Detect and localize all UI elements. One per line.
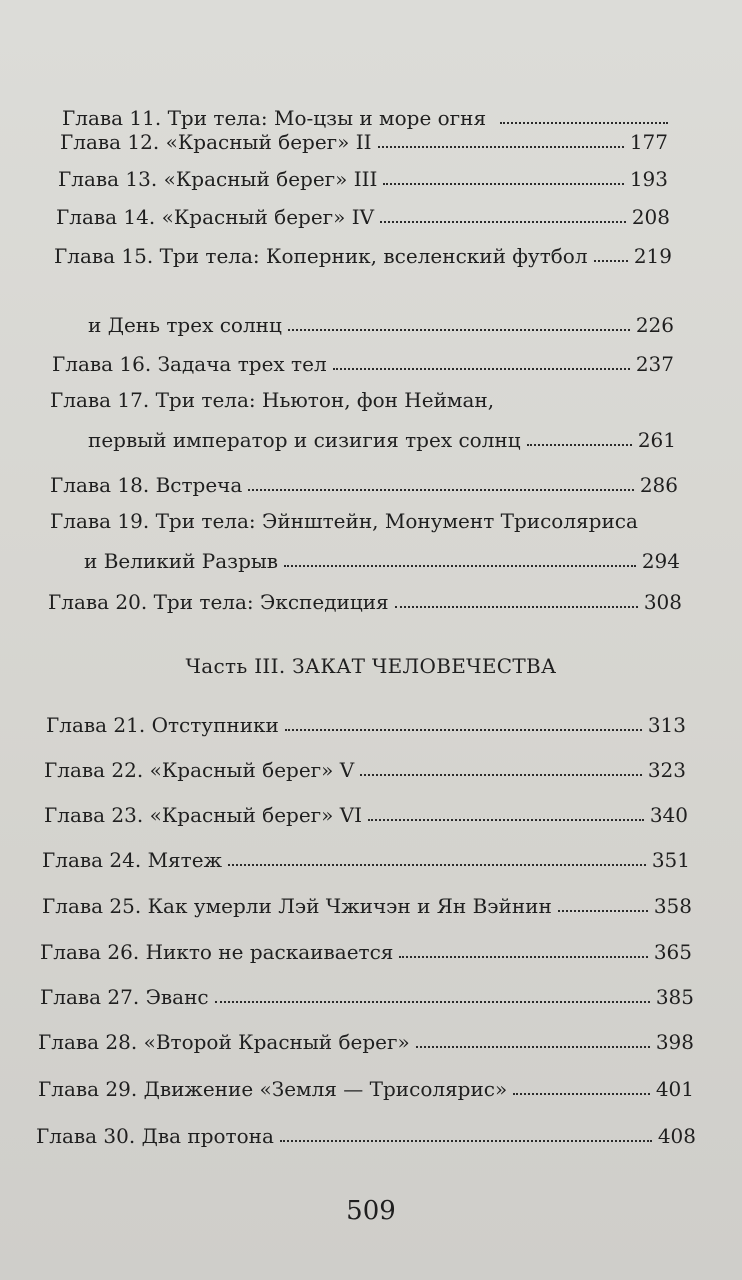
- toc-entry-title: Глава 28. «Второй Красный берег»: [38, 1030, 410, 1054]
- toc-entry-ch17-cont: [88, 428, 676, 460]
- toc-entry-title: Глава 14. «Красный берег» IV: [56, 205, 375, 229]
- toc-entry-page: 308: [643, 590, 682, 614]
- toc-entry-ch28: [38, 1030, 694, 1062]
- leader-dots: [399, 956, 647, 958]
- toc-entry-title: Глава 23. «Красный берег» VI: [44, 803, 363, 827]
- toc-entry-ch22: [44, 758, 686, 790]
- toc-entry-ch21: [46, 713, 686, 745]
- toc-entry-title: Глава 20. Три тела: Экспедиция: [48, 590, 389, 614]
- toc-entry-ch18: [50, 473, 678, 505]
- toc-entry-title: Глава 30. Два протона: [36, 1124, 274, 1148]
- toc-entry-ch12: [60, 130, 668, 162]
- toc-entry-page: 358: [653, 894, 692, 918]
- toc-entry-ch20: [48, 590, 682, 622]
- toc-entry-page: 286: [639, 473, 678, 497]
- leader-dots: [285, 729, 642, 731]
- toc-entry-title: Глава 15. Три тела: Коперник, вселенский футбол: [54, 244, 588, 268]
- leader-dots: [280, 1140, 652, 1142]
- leader-dots: [228, 864, 646, 866]
- toc-entry-ch19: [50, 509, 670, 541]
- toc-entry-title: Глава 22. «Красный берег» V: [44, 758, 355, 782]
- leader-dots: [395, 606, 638, 608]
- toc-entry-ch24: [42, 848, 690, 880]
- leader-dots: [500, 122, 668, 124]
- leader-dots: [284, 565, 636, 567]
- toc-entry-title: Глава 19. Три тела: Эйнштейн, Монумент Трисоляриса: [50, 509, 638, 533]
- toc-entry-page: 219: [633, 244, 672, 268]
- toc-entry-ch17: [50, 388, 570, 420]
- leader-dots: [360, 774, 642, 776]
- toc-entry-ch29: [38, 1077, 694, 1109]
- toc-entry-title: Глава 12. «Красный берег» II: [60, 130, 372, 154]
- toc-entry-page: 261: [637, 428, 676, 452]
- toc-entry-title: и Великий Разрыв: [84, 549, 279, 573]
- toc-entry-ch14: [56, 205, 670, 237]
- leader-dots: [248, 489, 633, 491]
- toc-entry-title: Глава 16. Задача трех тел: [52, 352, 327, 376]
- leader-dots: [378, 146, 624, 148]
- toc-entry-title: первый император и сизигия трех солнц: [88, 428, 521, 452]
- toc-entry-page: 193: [629, 167, 668, 191]
- leader-dots: [333, 368, 630, 370]
- toc-entry-title: Глава 29. Движение «Земля — Трисолярис»: [38, 1077, 508, 1101]
- page-number: 509: [346, 1196, 396, 1226]
- toc-entry-title: Глава 25. Как умерли Лэй Чжичэн и Ян Вэйнин: [42, 894, 552, 918]
- leader-dots: [380, 221, 626, 223]
- leader-dots: [368, 819, 644, 821]
- toc-entry-ch13: [58, 167, 668, 199]
- toc-entry-page: 340: [649, 803, 688, 827]
- toc-entry-page: 208: [631, 205, 670, 229]
- toc-entry-page: 226: [635, 313, 674, 337]
- toc-entry-ch16: [52, 352, 674, 384]
- toc-entry-page: 294: [641, 549, 680, 573]
- toc-entry-title: Глава 13. «Красный берег» III: [58, 167, 378, 191]
- toc-entry-page: 313: [647, 713, 686, 737]
- leader-dots: [513, 1093, 650, 1095]
- leader-dots: [527, 444, 632, 446]
- toc-entry-ch15-cont: [88, 313, 674, 345]
- toc-entry-page: 365: [653, 940, 692, 964]
- part-title: Часть III. ЗАКАТ ЧЕЛОВЕЧЕСТВА: [185, 654, 557, 678]
- toc-entry-page: 177: [629, 130, 668, 154]
- leader-dots: [383, 183, 623, 185]
- toc-entry-title: и День трех солнц: [88, 313, 282, 337]
- toc-entry-ch30: [36, 1124, 696, 1156]
- toc-entry-page: 401: [655, 1077, 694, 1101]
- leader-dots: [594, 260, 628, 262]
- toc-entry-ch15: [54, 244, 672, 276]
- leader-dots: [288, 329, 630, 331]
- toc-entry-ch19-cont: [84, 549, 680, 581]
- toc-entry-title: Глава 27. Эванс: [40, 985, 209, 1009]
- toc-entry-page: 351: [651, 848, 690, 872]
- leader-dots: [558, 910, 648, 912]
- toc-entry-page: 408: [657, 1124, 696, 1148]
- toc-entry-page: 398: [655, 1030, 694, 1054]
- toc-entry-title: Глава 24. Мятеж: [42, 848, 222, 872]
- toc-entry-title: Глава 11. Три тела: Мо-цзы и море огня: [62, 106, 487, 130]
- toc-entry-title: Глава 17. Три тела: Ньютон, фон Нейман,: [50, 388, 495, 412]
- toc-entry-ch27: [40, 985, 694, 1017]
- toc-entry-page: 237: [635, 352, 674, 376]
- leader-dots: [416, 1046, 650, 1048]
- leader-dots: [215, 1001, 650, 1003]
- toc-entry-title: Глава 18. Встреча: [50, 473, 243, 497]
- toc-entry-title: Глава 26. Никто не раскаивается: [40, 940, 394, 964]
- toc-entry-ch26: [40, 940, 692, 972]
- toc-entry-page: 385: [655, 985, 694, 1009]
- toc-entry-ch23: [44, 803, 688, 835]
- toc-entry-ch25: [42, 894, 692, 926]
- toc-entry-page: 323: [647, 758, 686, 782]
- toc-entry-title: Глава 21. Отступники: [46, 713, 279, 737]
